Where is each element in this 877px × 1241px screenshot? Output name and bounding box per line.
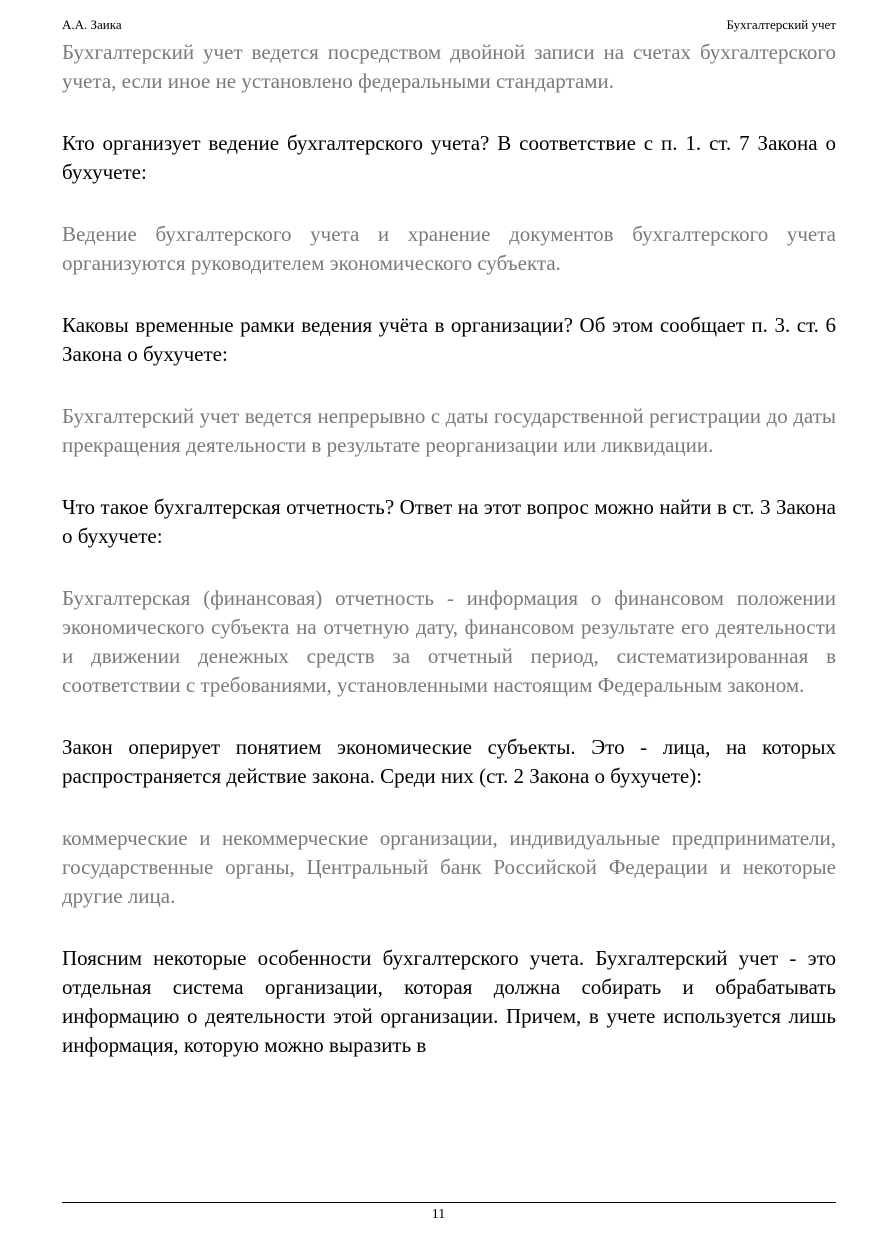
body-paragraph: Каковы временные рамки ведения учёта в организации? Об этом сообщает п. 3. ст. 6 Закона о бухучете:	[62, 313, 836, 366]
page-header	[62, 16, 836, 34]
header-title: Бухгалтерский учет	[726, 17, 836, 32]
quote-paragraph: коммерческие и некоммерческие организации, индивидуальные предприниматели, государственные органы, Центральный банк Российской Федерации и некоторые другие лица.	[62, 826, 836, 908]
footer-divider	[62, 1202, 836, 1203]
header-author: А.А. Заика	[62, 17, 122, 32]
body-paragraph: Что такое бухгалтерская отчетность? Ответ на этот вопрос можно найти в ст. 3 Закона о бухучете:	[62, 495, 836, 548]
quote-paragraph: Бухгалтерская (финансовая) отчетность - информация о финансовом положении экономического субъекта на отчетную дату, финансовом результате его деятельности и движении денежных средств за отчетный период, систематизированная в соответствии с требованиями, установленными настоящим Федеральным законом.	[62, 586, 836, 697]
body-paragraph: Поясним некоторые особенности бухгалтерского учета. Бухгалтерский учет - это отдельная система организации, которая должна собирать и обрабатывать информацию о деятельности этой организации. Причем, в учете используется лишь информация, которую можно выразить в	[62, 946, 836, 1057]
quote-paragraph: Бухгалтерский учет ведется непрерывно с даты государственной регистрации до даты прекращения деятельности в результате реорганизации или ликвидации.	[62, 404, 836, 457]
page-number: 11	[431, 1207, 446, 1222]
body-paragraph: Кто организует ведение бухгалтерского учета? В соответствие с п. 1. ст. 7 Закона о бухучете:	[62, 131, 836, 184]
body-paragraph: Закон оперирует понятием экономические субъекты. Это - лица, на которых распространяется действие закона. Среди них (ст. 2 Закона о бухучете):	[62, 735, 836, 788]
page-content	[62, 38, 836, 1060]
quote-paragraph: Ведение бухгалтерского учета и хранение документов бухгалтерского учета организуются руководителем экономического субъекта.	[62, 222, 836, 275]
quote-paragraph: Бухгалтерский учет ведется посредством двойной записи на счетах бухгалтерского учета, если иное не установлено федеральными стандартами.	[62, 40, 836, 93]
